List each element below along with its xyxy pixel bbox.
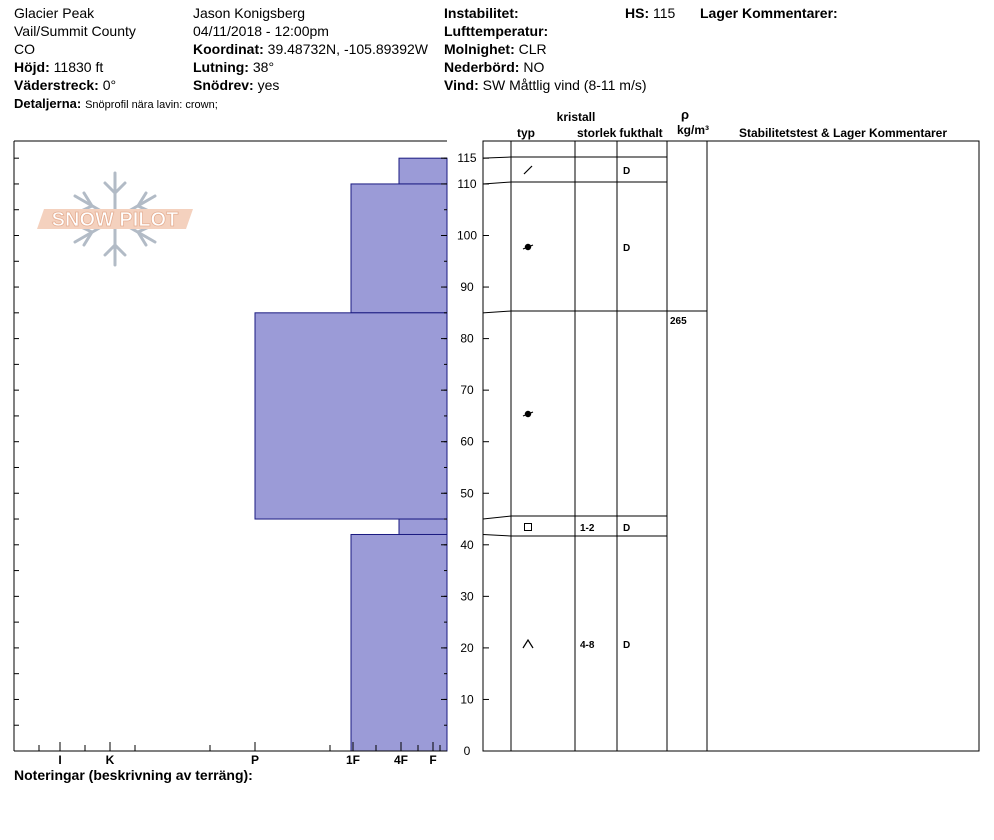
layer-table-border	[483, 141, 979, 751]
air-temperature-label: Lufttemperatur:	[444, 23, 549, 39]
grain-decomposing-icon	[524, 166, 532, 174]
slope-value: 38°	[252, 59, 275, 75]
height-tick-label: 10	[460, 692, 474, 707]
layer-boundary-connector	[483, 311, 511, 313]
sky-cover-value: CLR	[518, 41, 547, 57]
grain-size-value: 1-2	[580, 523, 595, 534]
aspect-label: Väderstreck:	[14, 77, 99, 93]
sky-cover-label: Molnighet:	[444, 41, 515, 57]
hardness-tick-label: 1F	[345, 753, 361, 767]
height-tick-label: 115	[457, 151, 477, 166]
height-tick-label: 70	[460, 383, 474, 398]
height-tick-label: 50	[460, 486, 474, 501]
location-name: Glacier Peak	[14, 5, 95, 21]
height-tick-label: 0	[463, 744, 471, 758]
elevation-value: 11830 ft	[53, 59, 104, 75]
hardness-tick-label: P	[250, 753, 260, 767]
grain-melt-freeze-icon	[523, 411, 533, 417]
aspect-value: 0°	[102, 77, 117, 93]
grain-faceted-icon	[525, 524, 532, 531]
hardness-bar	[351, 534, 447, 751]
hardness-tick-label: 4F	[393, 753, 409, 767]
layer-boundary-connector	[483, 534, 511, 536]
layer-boundary-connector	[483, 516, 511, 519]
height-tick-label: 30	[460, 589, 474, 604]
grain-melt-freeze-icon	[523, 244, 533, 250]
wind-drift-value: yes	[257, 77, 280, 93]
size-header: storlek	[577, 126, 617, 140]
moisture-value: D	[623, 523, 631, 534]
height-tick-label: 100	[456, 228, 478, 243]
hardness-bar	[399, 519, 447, 534]
observer-name: Jason Konigsberg	[193, 5, 306, 21]
details-label: Detaljerna:	[14, 96, 82, 111]
hardness-tick-label: K	[105, 753, 115, 767]
state-name: CO	[14, 41, 35, 57]
height-tick-label: 90	[460, 280, 474, 295]
grain-size-value: 4-8	[580, 640, 595, 651]
range-name: Vail/Summit County	[14, 23, 136, 39]
grain-depth-hoar-icon	[523, 640, 533, 648]
moisture-value: D	[623, 640, 631, 651]
wind-drift-label: Snödrev:	[193, 77, 254, 93]
density-rho-header: ρ	[680, 107, 690, 122]
slope-label: Lutning:	[193, 59, 249, 75]
hardness-tick-label: I	[58, 753, 62, 767]
snow-pilot-logo-text: SNOW PILOT	[51, 209, 179, 231]
hardness-bar	[399, 158, 447, 184]
density-value: 265	[670, 316, 687, 327]
details-value: Snöprofil nära lavin: crown;	[85, 99, 218, 111]
density-unit-header: kg/m³	[676, 123, 709, 137]
hardness-bar	[351, 184, 447, 313]
height-tick-label: 110	[457, 176, 477, 191]
height-tick-label: 80	[460, 331, 474, 346]
moisture-value: D	[623, 166, 631, 177]
elevation-label: Höjd:	[14, 59, 50, 75]
precipitation-label: Nederbörd:	[444, 59, 520, 75]
moisture-value: D	[623, 243, 631, 254]
layer-boundary-connector	[483, 157, 511, 158]
wind-label: Vind:	[444, 77, 479, 93]
type-header: typ	[517, 126, 535, 140]
stability-header: Stabilitetstest & Lager Kommentarer	[738, 126, 948, 140]
observation-datetime: 04/11/2018 - 12:00pm	[193, 23, 329, 39]
snow-height-value: 115	[653, 5, 676, 21]
height-tick-label: 60	[460, 434, 474, 449]
hardness-bar	[255, 313, 447, 519]
terrain-notes-label: Noteringar (beskrivning av terräng):	[14, 767, 253, 783]
coordinates-value: 39.48732N, -105.89392W	[267, 41, 428, 57]
layer-boundary-connector	[483, 182, 511, 184]
wind-value: SW Måttlig vind (8-11 m/s)	[482, 77, 647, 93]
coordinates-label: Koordinat:	[193, 41, 264, 57]
height-tick-label: 20	[460, 640, 474, 655]
height-tick-label: 40	[460, 537, 474, 552]
precipitation-value: NO	[523, 59, 545, 75]
instability-label: Instabilitet:	[444, 5, 519, 21]
moisture-header: fukthalt	[619, 126, 663, 140]
snow-pilot-logo	[37, 173, 193, 265]
snow-height-label: HS:	[625, 5, 650, 21]
layer-comments-label: Lager Kommentarer:	[700, 5, 838, 21]
hardness-tick-label: F	[429, 753, 437, 767]
crystal-header: kristall	[556, 110, 596, 124]
